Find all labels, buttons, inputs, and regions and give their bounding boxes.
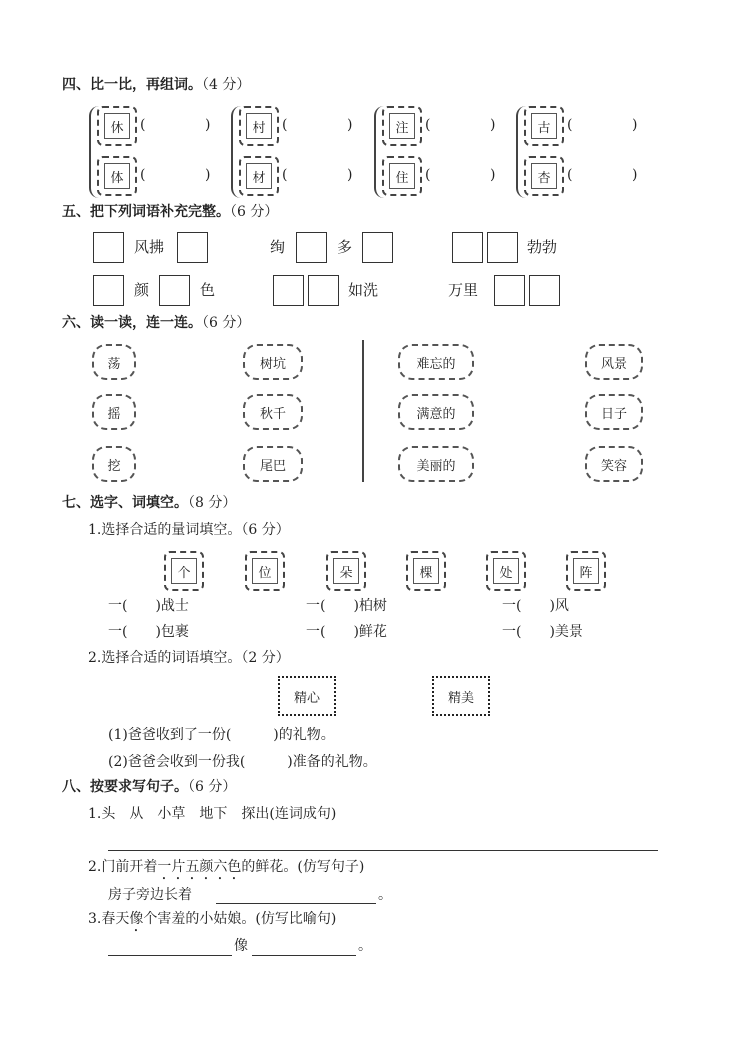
word-text: 色 [200, 281, 216, 299]
measure-word-stamp [164, 551, 204, 591]
answer-line[interactable] [252, 955, 356, 956]
item2-pre: 2.门前开着 [88, 859, 158, 875]
char-stamp [382, 106, 422, 146]
q5-title: 五、把下列词语补充完整。 [62, 204, 230, 220]
paren-close[interactable]: ) [347, 167, 353, 183]
paren-open[interactable]: ( [567, 167, 573, 183]
char-stamp [239, 106, 279, 146]
measure-word-stamp [486, 551, 526, 591]
paren-open[interactable]: ( [282, 117, 288, 133]
word-choice-jingmei [432, 676, 490, 716]
match-item[interactable]: 风景 [585, 344, 643, 380]
answer-line[interactable] [216, 903, 376, 904]
period: 。 [378, 887, 392, 903]
word-text: 如洗 [348, 281, 379, 299]
measure-word-stamp [245, 551, 285, 591]
answer-box[interactable] [177, 232, 208, 263]
paren-open[interactable]: ( [140, 117, 146, 133]
word-choice-text: 精美 [447, 690, 474, 706]
paren-open[interactable]: ( [425, 117, 431, 133]
char-stamp [97, 156, 137, 196]
q4-points: （4 分） [202, 77, 251, 93]
word-choice-text: 精心 [293, 690, 320, 706]
q7-sub2: 2.选择合适的词语填空。（2 分） [88, 650, 290, 666]
period: 。 [358, 938, 372, 954]
paren-close[interactable]: ) [490, 167, 496, 183]
answer-box[interactable] [93, 275, 124, 306]
paren-close[interactable]: ) [347, 117, 353, 133]
char-text: 村 [246, 113, 272, 139]
paren-close[interactable]: ) [205, 117, 211, 133]
measure-word-text: 处 [493, 558, 519, 584]
measure-word-text: 棵 [413, 558, 439, 584]
measure-word-text: 个 [171, 558, 197, 584]
q8-title: 八、按要求写句子。 [62, 779, 188, 795]
measure-word-text: 朵 [333, 558, 359, 584]
char-text: 休 [104, 113, 130, 139]
q4-title: 四、比一比，再组词。 [62, 77, 202, 93]
measure-word-stamp [326, 551, 366, 591]
word-text: 绚 [270, 238, 286, 256]
paren-close[interactable]: ) [490, 117, 496, 133]
item3-pre: 3.春天 [88, 911, 130, 927]
paren-close[interactable]: ) [632, 117, 638, 133]
answer-box[interactable] [296, 232, 327, 263]
char-text: 古 [531, 113, 557, 139]
paren-open[interactable]: ( [140, 167, 146, 183]
sentence-1[interactable]: (1)爸爸收到了一份( )的礼物。 [108, 727, 335, 743]
char-text: 住 [389, 163, 415, 189]
match-item[interactable]: 秋千 [243, 394, 303, 430]
q5-heading [62, 205, 278, 219]
match-item[interactable]: 尾巴 [243, 446, 303, 482]
q7-points: （8 分） [188, 495, 237, 511]
match-item[interactable]: 挖 [92, 446, 136, 482]
paren-open[interactable]: ( [425, 167, 431, 183]
blank-phrase[interactable]: 一( )风 [502, 598, 569, 614]
answer-box[interactable] [452, 232, 483, 263]
sentence-2[interactable]: (2)爸爸会收到一份我( )准备的礼物。 [108, 754, 377, 770]
item3-dotted: 像 [129, 911, 144, 927]
item3-post: 个害羞的小姑娘。(仿写比喻句) [143, 911, 337, 927]
paren-open[interactable]: ( [567, 117, 573, 133]
char-stamp [239, 156, 279, 196]
answer-box[interactable] [487, 232, 518, 263]
q8-heading [62, 780, 236, 794]
answer-box[interactable] [529, 275, 560, 306]
match-item[interactable]: 美丽的 [398, 446, 474, 482]
q6-points: （6 分） [202, 315, 251, 331]
answer-box[interactable] [93, 232, 124, 263]
word-text: 勃勃 [527, 238, 558, 256]
paren-close[interactable]: ) [632, 167, 638, 183]
match-item[interactable]: 摇 [92, 394, 136, 430]
match-item[interactable]: 难忘的 [398, 344, 474, 380]
blank-phrase[interactable]: 一( )柏树 [306, 598, 387, 614]
word-text: 万里 [448, 281, 479, 299]
answer-line[interactable] [108, 850, 658, 851]
char-text: 材 [246, 163, 272, 189]
blank-phrase[interactable]: 一( )包裹 [108, 624, 189, 640]
divider-line [362, 340, 364, 482]
word-text: 多 [337, 238, 353, 256]
match-item[interactable]: 荡 [92, 344, 136, 380]
word-text: 颜 [134, 281, 150, 299]
q6-heading [62, 316, 250, 330]
q8-item2 [88, 859, 364, 883]
q7-heading [62, 496, 236, 510]
q8-item3 [88, 911, 336, 935]
word-text: 风拂 [134, 238, 165, 256]
q5-points: （6 分） [230, 204, 279, 220]
q4-heading [62, 78, 250, 92]
char-stamp [524, 106, 564, 146]
item2-prompt: 房子旁边长着 [108, 887, 192, 903]
item2-dotted: 一片五颜六色 [157, 859, 242, 875]
measure-word-text: 位 [252, 558, 278, 584]
measure-word-stamp [566, 551, 606, 591]
measure-word-text: 阵 [573, 558, 599, 584]
answer-line[interactable] [108, 955, 232, 956]
answer-box[interactable] [273, 275, 304, 306]
char-text: 杏 [531, 163, 557, 189]
char-text: 注 [389, 113, 415, 139]
char-stamp [97, 106, 137, 146]
item2-post: 的鲜花。(仿写句子) [241, 859, 365, 875]
answer-box[interactable] [308, 275, 339, 306]
blank-phrase[interactable]: 一( )美景 [502, 624, 583, 640]
blank-phrase[interactable]: 一( )战士 [108, 598, 189, 614]
paren-close[interactable]: ) [205, 167, 211, 183]
answer-box[interactable] [159, 275, 190, 306]
char-text: 体 [104, 163, 130, 189]
measure-word-stamp [406, 551, 446, 591]
answer-box[interactable] [494, 275, 525, 306]
match-item[interactable]: 笑容 [585, 446, 643, 482]
paren-open[interactable]: ( [282, 167, 288, 183]
char-stamp [524, 156, 564, 196]
match-item[interactable]: 满意的 [398, 394, 474, 430]
q7-title: 七、选字、词填空。 [62, 495, 188, 511]
q6-title: 六、读一读，连一连。 [62, 315, 202, 331]
match-item[interactable]: 日子 [585, 394, 643, 430]
q8-points: （6 分） [188, 779, 237, 795]
word-choice-jingxin [278, 676, 336, 716]
match-item[interactable]: 树坑 [243, 344, 303, 380]
q8-item1: 1.头 从 小草 地下 探出(连词成句) [88, 806, 337, 822]
item3-mid: 像 [234, 938, 248, 954]
char-stamp [382, 156, 422, 196]
blank-phrase[interactable]: 一( )鲜花 [306, 624, 387, 640]
q7-sub1: 1.选择合适的量词填空。（6 分） [88, 522, 290, 538]
answer-box[interactable] [362, 232, 393, 263]
